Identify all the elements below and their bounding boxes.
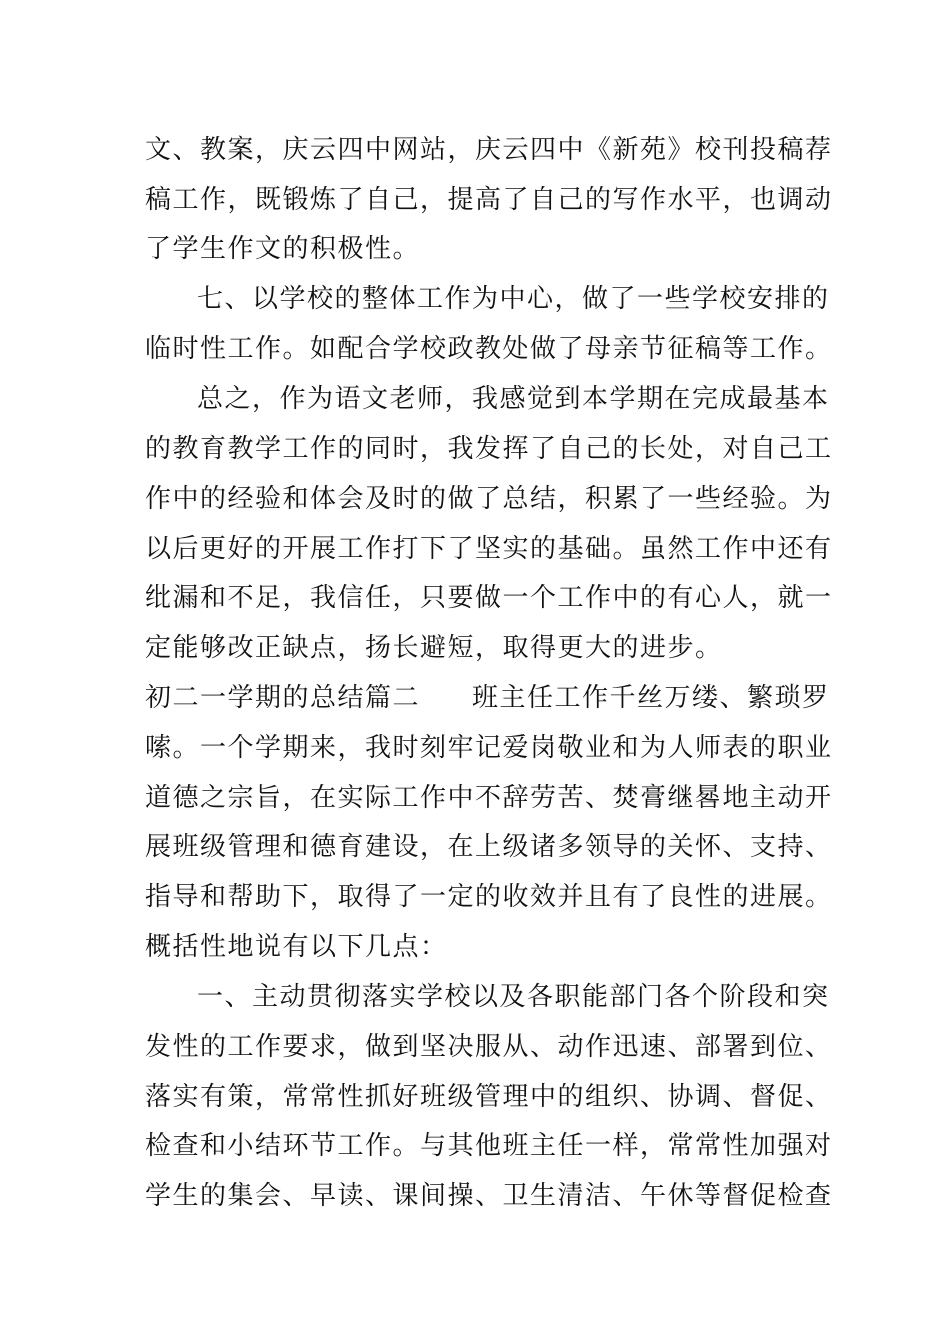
text-line: 概括性地说有以下几点： — [145, 932, 448, 962]
text-line: 学生的集会、早读、课间操、卫生清洁、午休等督促检查 — [145, 1181, 833, 1211]
text-line: 了学生作文的积极性。 — [145, 234, 421, 264]
text-line: 纰漏和不足，我信任，只要做一个工作中的有心人，就一 — [145, 583, 833, 613]
text-line: 临时性工作。如配合学校政教处做了母亲节征稿等工作。 — [145, 334, 833, 364]
text-line: 文、教案，庆云四中网站，庆云四中《新苑》校刊投稿荐 — [145, 135, 833, 165]
text-line: 指导和帮助下，取得了一定的收效并且有了良性的进展。 — [145, 882, 833, 912]
paragraph-first-line: 总之，作为语文老师，我感觉到本学期在完成最基本 — [197, 384, 830, 414]
text-line: 落实有策，常常性抓好班级管理中的组织、协调、督促、 — [145, 1082, 833, 1112]
text-line: 发性的工作要求，做到坚决服从、动作迅速、部署到位、 — [145, 1032, 833, 1062]
text-line: 道德之宗旨，在实际工作中不辞劳苦、焚膏继晷地主动开 — [145, 783, 833, 813]
text-line: 稿工作，既锻炼了自己，提高了自己的写作水平，也调动 — [145, 185, 833, 215]
text-line: 的教育教学工作的同时，我发挥了自己的长处，对自己工 — [145, 434, 833, 464]
section-first-sentence: 班主任工作千丝万缕、繁琐罗 — [472, 683, 830, 713]
text-line: 作中的经验和体会及时的做了总结，积累了一些经验。为 — [145, 484, 833, 514]
paragraph-first-line: 一、主动贯彻落实学校以及各职能部门各个阶段和突 — [197, 982, 830, 1012]
text-line: 展班级管理和德育建设，在上级诸多领导的关怀、支持、 — [145, 832, 833, 862]
section-heading-line — [145, 681, 830, 715]
text-line: 检查和小结环节工作。与其他班主任一样，常常性加强对 — [145, 1131, 833, 1161]
text-line: 定能够改正缺点，扬长避短，取得更大的进步。 — [145, 633, 723, 663]
text-line: 以后更好的开展工作打下了坚实的基础。虽然工作中还有 — [145, 534, 833, 564]
text-line: 嗦。一个学期来，我时刻牢记爱岗敬业和为人师表的职业 — [145, 733, 833, 763]
paragraph-first-line: 七、以学校的整体工作为中心，做了一些学校安排的 — [197, 284, 830, 314]
section-heading: 初二一学期的总结篇二 — [145, 683, 421, 713]
